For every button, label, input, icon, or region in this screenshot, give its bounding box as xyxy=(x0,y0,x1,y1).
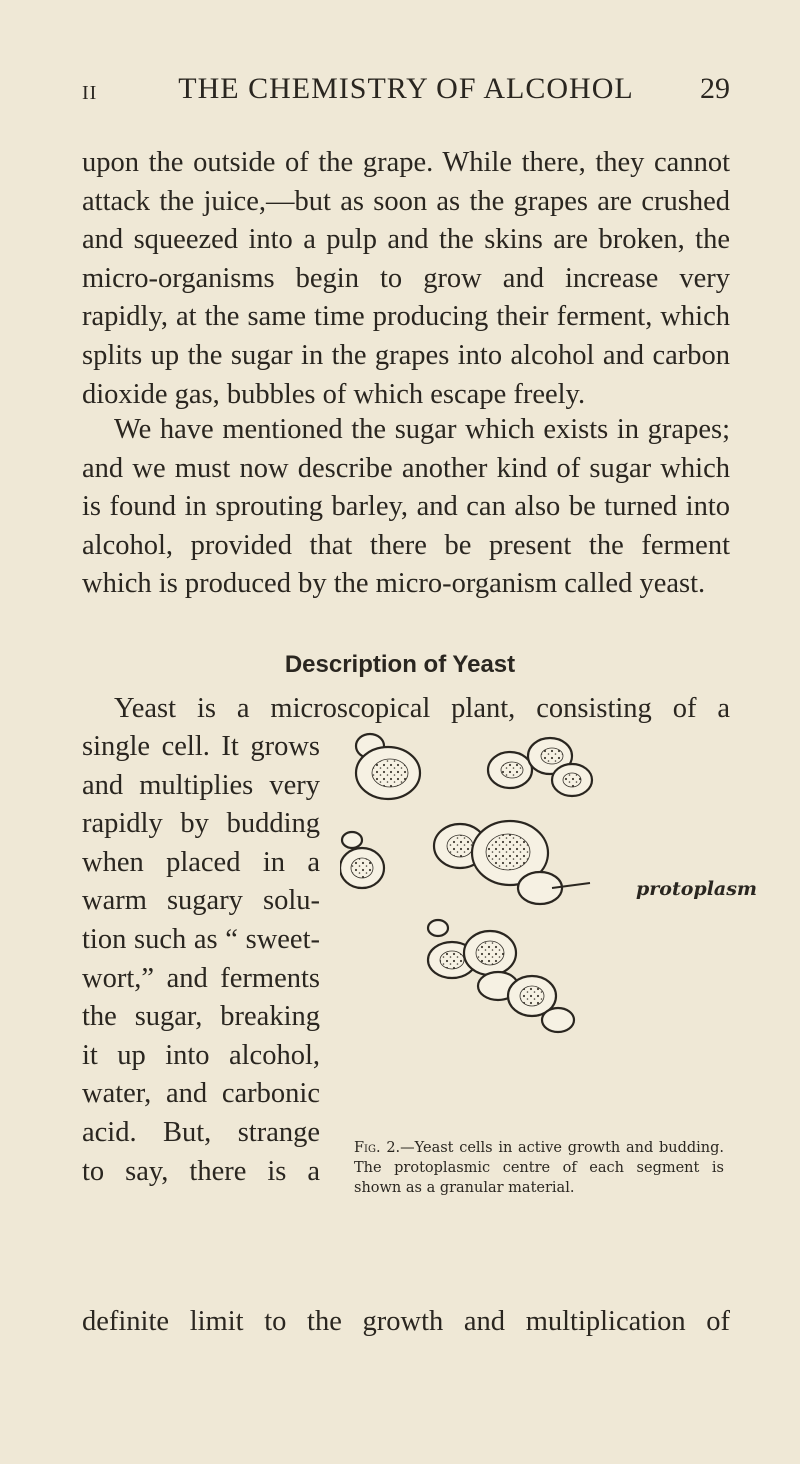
yeast-paragraph-column xyxy=(82,728,320,1191)
column-line: single cell. It grows xyxy=(82,731,320,762)
paragraph-barley: We have mentioned the sugar which exists in grapes; and we must now describe another kind of sugar which is found in sprouting barley, and can also be turned into alcohol, provided that there be present the ferment which is produced by the micro-organism called yeast. xyxy=(82,414,730,600)
running-header xyxy=(82,72,730,116)
figure-caption-text: —Yeast cells in active growth and budding. The protoplasmic centre of each segment is shown as a granular material. xyxy=(354,1140,724,1196)
column-line: to say, there is a xyxy=(82,1155,320,1187)
column-line: acid. But, strange xyxy=(82,1116,320,1148)
page-number: 29 xyxy=(700,72,730,105)
section-heading: Description of Yeast xyxy=(284,651,516,678)
protoplasm-label: protoplasm xyxy=(636,878,758,900)
column-line: it up into alcohol, xyxy=(82,1039,320,1071)
column-line: wort,” and ferments xyxy=(82,962,320,994)
chapter-number: II xyxy=(82,82,98,104)
column-line: when placed in a xyxy=(82,846,320,878)
paragraph-grapes: upon the outside of the grape. While there, they cannot attack the juice,—but as soon as the grapes are crushed and squeezed into a pulp and the skins are broken, the micro-organisms begin to grow and increase very rapidly, at the same time producing their ferment, which splits up the sugar in the grapes into alcohol and carbon dioxide gas, bubbles of which escape freely. xyxy=(82,147,730,410)
column-line: rapidly by budding xyxy=(82,808,320,840)
column-line: water, and carbonic xyxy=(82,1078,320,1110)
figure-number: Fig. 2. xyxy=(354,1140,401,1156)
column-line: warm sugary solu- xyxy=(82,885,320,917)
yeast-cells-figure xyxy=(340,728,758,1038)
yeast-paragraph-last-line: definite limit to the growth and multiplication of xyxy=(82,1306,730,1337)
column-line: and multiplies very xyxy=(82,769,320,801)
running-title: THE CHEMISTRY OF ALCOHOL xyxy=(178,72,634,105)
column-line: tion such as “ sweet- xyxy=(82,923,320,955)
figure-caption xyxy=(354,1138,724,1198)
column-line: the sugar, breaking xyxy=(82,1001,320,1033)
yeast-paragraph-first-line: Yeast is a microscopical plant, consisting of a xyxy=(114,693,730,724)
